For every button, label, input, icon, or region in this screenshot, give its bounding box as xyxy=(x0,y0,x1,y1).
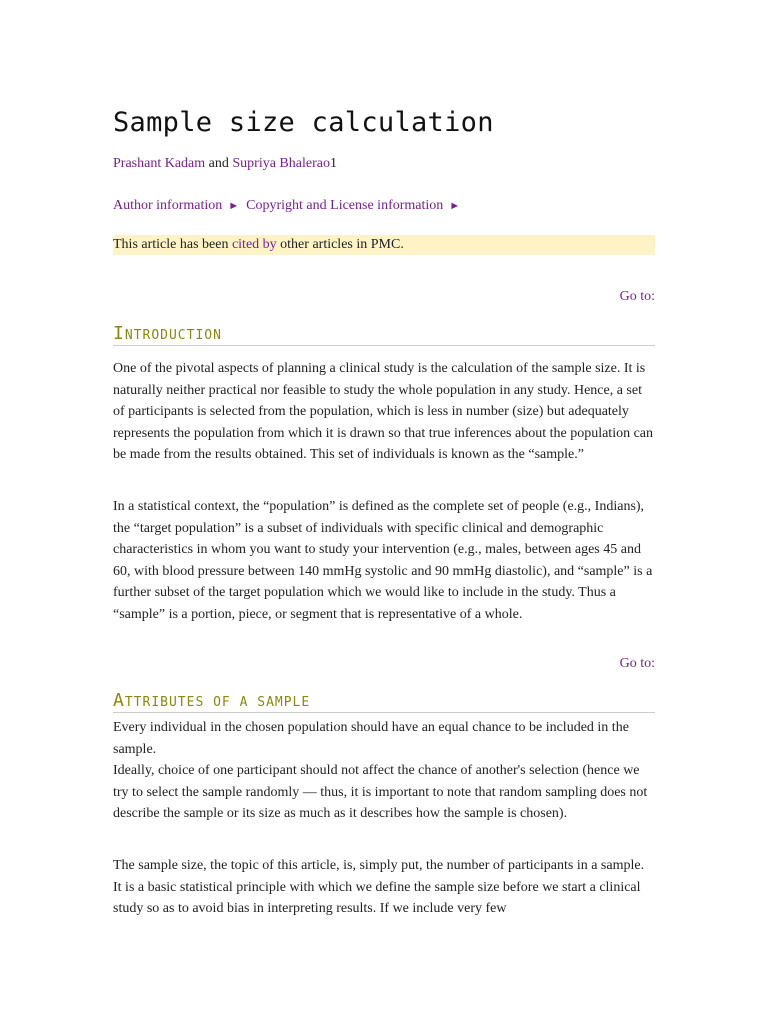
cited-by-link[interactable]: cited by xyxy=(231,237,277,252)
author-link-kadam[interactable]: Prashant Kadam xyxy=(113,156,206,171)
expand-arrow-icon[interactable]: ► xyxy=(449,200,461,212)
author-link-bhalerao[interactable]: Supriya Bhalerao xyxy=(232,156,330,171)
goto-link[interactable]: Go to: xyxy=(619,289,655,304)
attributes-paragraph-3: The sample size, the topic of this article, is, simply put, the number of participants in a sample. It is a basic statistical principle with which we define the sample size before we start a clinical study so as to avoid bias in interpreting results. If we include very few xyxy=(113,858,645,916)
affiliation-marker: 1 xyxy=(329,156,337,171)
article-title: Sample size calculation xyxy=(113,107,494,138)
intro-paragraph-2: In a statistical context, the “population” is defined as the complete set of people (e.g., Indians), the “target population” is a subset of individuals with specific clinical and demographic characteristics in whom you want to study your intervention (e.g., males, between ages 45 and 60, with blood pressure between 140 mmHg systolic and 90 mmHg diastolic), and “sample” is a further subset of the target population which we would like to include in the study. Thus a “sample” is a portion, piece, or segment that is representative of a whole. xyxy=(113,499,653,622)
cited-notice-text-before: This article has been xyxy=(113,237,232,252)
author-information-link[interactable]: Author information xyxy=(113,198,223,213)
article-info-links xyxy=(113,198,467,214)
cited-notice-text-after: other articles in PMC. xyxy=(276,237,404,252)
cited-by-notice xyxy=(113,235,655,255)
author-joiner: and xyxy=(208,156,229,171)
attributes-paragraph-1: Every individual in the chosen population should have an equal chance to be included in the sample. xyxy=(113,720,629,757)
attributes-paragraph-2: Ideally, choice of one participant should not affect the chance of another's selection (hence we try to select the sample randomly — thus, it is important to note that random sampling does not describe the sample or its size as much as it describes how the sample is chosen). xyxy=(113,763,648,821)
section-heading-attributes: ATTRIBUTES OF A SAMPLE xyxy=(113,690,655,713)
expand-arrow-icon[interactable]: ► xyxy=(228,200,240,212)
author-list xyxy=(113,156,337,172)
goto-link[interactable]: Go to: xyxy=(619,656,655,671)
intro-paragraph-1: One of the pivotal aspects of planning a clinical study is the calculation of the sample size. It is naturally neither practical nor feasible to study the whole population in any study. Hence, a set of participants is selected from the population, which is less in number (size) but adequately represents the population from which it is drawn so that true inferences about the population can be made from the results obtained. This set of individuals is known as the “sample.” xyxy=(113,361,654,462)
section-heading-introduction: INTRODUCTION xyxy=(113,323,655,346)
copyright-license-link[interactable]: Copyright and License information xyxy=(246,198,444,213)
